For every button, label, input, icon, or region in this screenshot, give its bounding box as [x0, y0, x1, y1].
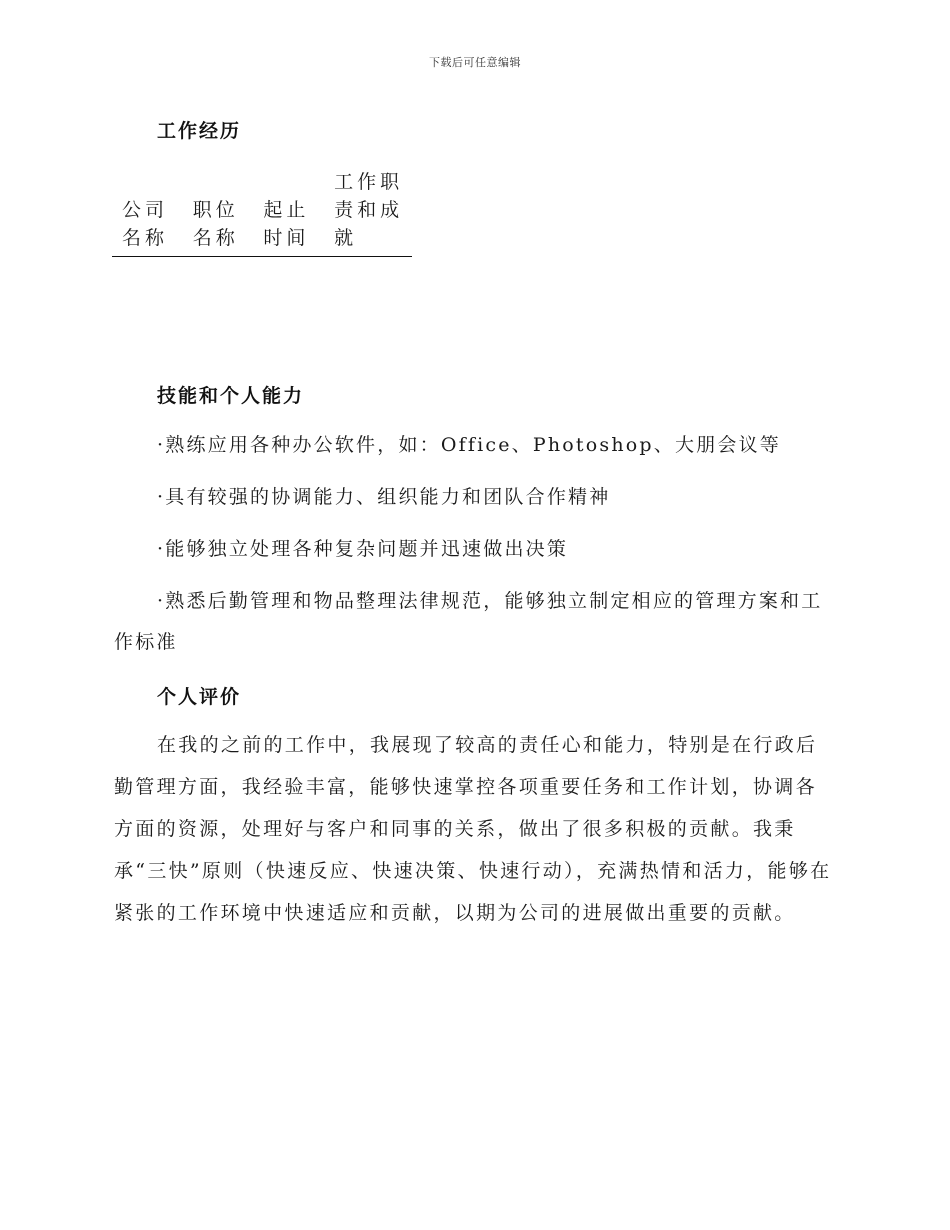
- section-heading-skills: 技能和个人能力: [157, 385, 305, 407]
- column-header-period: 起止 时间: [253, 168, 324, 257]
- page-header-note: 下载后可任意编辑: [429, 56, 521, 69]
- evaluation-paragraph: 在我的之前的工作中，我展现了较高的责任心和能力，特别是在行政后勤管理方面，我经验丰富，能够快速掌控各项重要任务和工作计划，协调各方面的资源，处理好与客户和同事的关系，做出了很多积极的贡献。我秉承“三快”原则（快速反应、快速决策、快速行动），充满热情和活力，能够在紧张的工作环境中快速适应和贡献，以期为公司的进展做出重要的贡献。: [114, 734, 832, 924]
- skill-item: ·能够独立处理各种复杂问题并迅速做出决策: [157, 538, 569, 560]
- section-heading-evaluation: 个人评价: [157, 686, 242, 708]
- column-header-duties: 工作职 责和成 就: [324, 168, 412, 257]
- skill-item: ·熟悉后勤管理和物品整理法律规范，能够独立制定相应的管理方案和工作标准: [114, 590, 823, 653]
- table-header-row: [112, 168, 412, 257]
- column-header-position: 职位 名称: [183, 168, 254, 257]
- skill-item: ·熟练应用各种办公软件，如：Office、Photoshop、大朋会议等: [157, 434, 781, 456]
- skill-item: ·具有较强的协调能力、组织能力和团队合作精神: [157, 486, 611, 508]
- column-header-company: 公司 名称: [112, 168, 183, 257]
- work-experience-table: [112, 168, 412, 257]
- section-heading-work-experience: 工作经历: [157, 120, 242, 142]
